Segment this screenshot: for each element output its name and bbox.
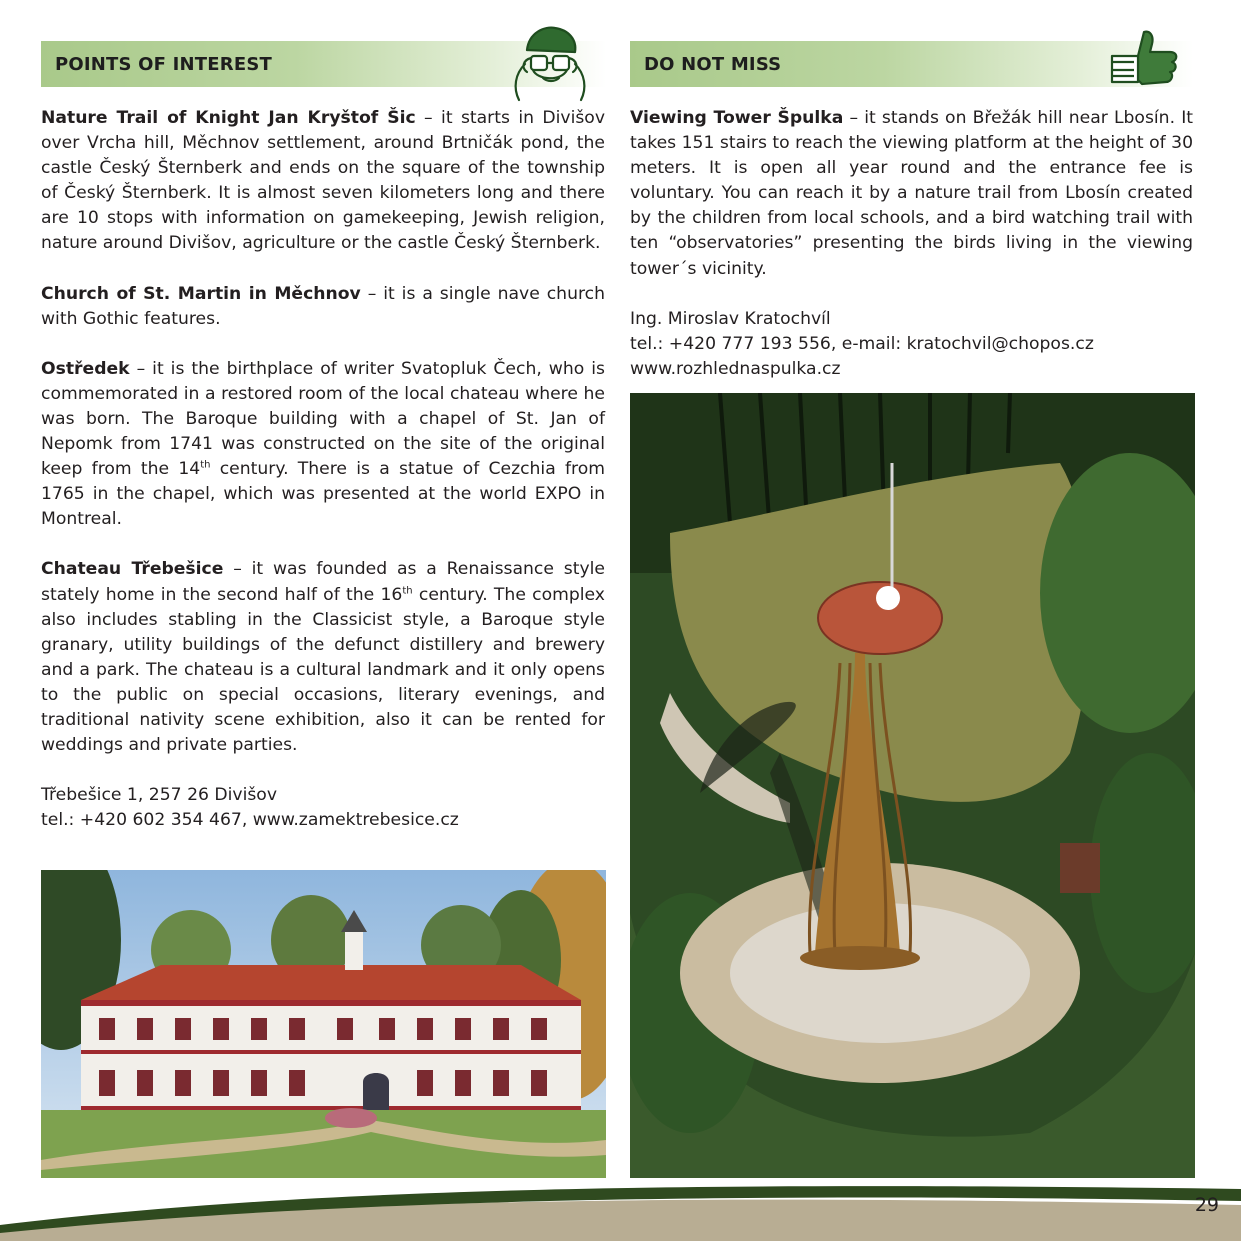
contact-name: Ing. Miroslav Kratochvíl <box>630 308 831 329</box>
spulka-body: – it stands on Břežák hill near Lbosín. It takes 151 stairs to reach the viewing platform at the height of 30 meters. It is open all year round and the entrance fee is voluntary. You can reach it by a nature trail from Lbosín created by the children from local schools, and a bird watching trail with ten “observatories” presenting the birds living in the viewing tower´s vicinity. <box>630 108 1194 279</box>
banner-title: DO NOT MISS <box>644 53 782 75</box>
page-number: 29 <box>1194 1194 1219 1216</box>
chateau-paragraph <box>41 557 605 758</box>
church-title: Church of St. Martin in Měchnov <box>41 283 361 304</box>
chateau-body-a: – it was founded as a Renaissance style stately home in the second half of the 16 <box>41 559 605 605</box>
nature-trail-title: Nature Trail of Knight Jan Kryštof Šic <box>41 108 416 128</box>
ostredek-title: Ostředek <box>41 358 130 379</box>
spulka-paragraph <box>630 106 1193 282</box>
viewing-tower-photo <box>630 393 1195 1178</box>
church-paragraph <box>41 282 605 332</box>
ostredek-sup: th <box>200 459 211 471</box>
right-column-text <box>630 106 1193 382</box>
person-with-binoculars-icon <box>505 20 595 104</box>
spulka-title: Viewing Tower Špulka <box>630 108 844 128</box>
left-column-text <box>41 106 605 833</box>
thumbs-up-icon <box>1108 26 1184 92</box>
ostredek-body-b: century. There is a statue of Cezchia from 1765 in the chapel, which was presented at the world EXPO in Montreal. <box>41 459 605 530</box>
chateau-body-b: century. The complex also includes stabling in the Classicist style, a Baroque style granary, utility buildings of the defunct distillery and brewery and a park. The chateau is a cultural landmark and it only opens to the public on special occasions, literary evenings, and traditional nativity scene exhibition, also it can be rented for weddings and private parties. <box>41 584 605 756</box>
contact-website: www.rozhlednaspulka.cz <box>630 358 841 379</box>
church-body: – it is a single nave church with Gothic features. <box>41 283 606 329</box>
nature-trail-body: – it starts in Divišov over Vrcha hill, Měchnov settlement, around Brtničák pond, the castle Český Šternberk and ends on the square of the township of Český Šternberk. It is almost seven kilometers long and there are 10 stops with information on gamekeeping, Jewish religion, nature around Divišov, agriculture or the castle Český Šternberk. <box>41 108 605 254</box>
chateau-contact: tel.: +420 602 354 467, www.zamektrebesice.cz <box>41 810 459 831</box>
nature-trail-paragraph <box>41 106 605 257</box>
chateau-title: Chateau Třebešice <box>41 559 224 580</box>
ostredek-paragraph <box>41 357 605 533</box>
footer-wave <box>0 1185 1241 1241</box>
chateau-photo <box>41 870 606 1178</box>
ostredek-body-a: – it is the birthplace of writer Svatopluk Čech, who is commemorated in a restored room of the local chateau where he was born. The Baroque building with a chapel of St. Jan of Nepomk from 1741 was constructed on the site of the original keep from the 14 <box>41 358 605 480</box>
contact-phone-email: tel.: +420 777 193 556, e-mail: kratochvil@chopos.cz <box>630 333 1094 354</box>
chateau-address: Třebešice 1, 257 26 Divišov <box>41 785 277 806</box>
banner-title: POINTS OF INTEREST <box>55 53 272 75</box>
chateau-sup: th <box>402 584 413 596</box>
